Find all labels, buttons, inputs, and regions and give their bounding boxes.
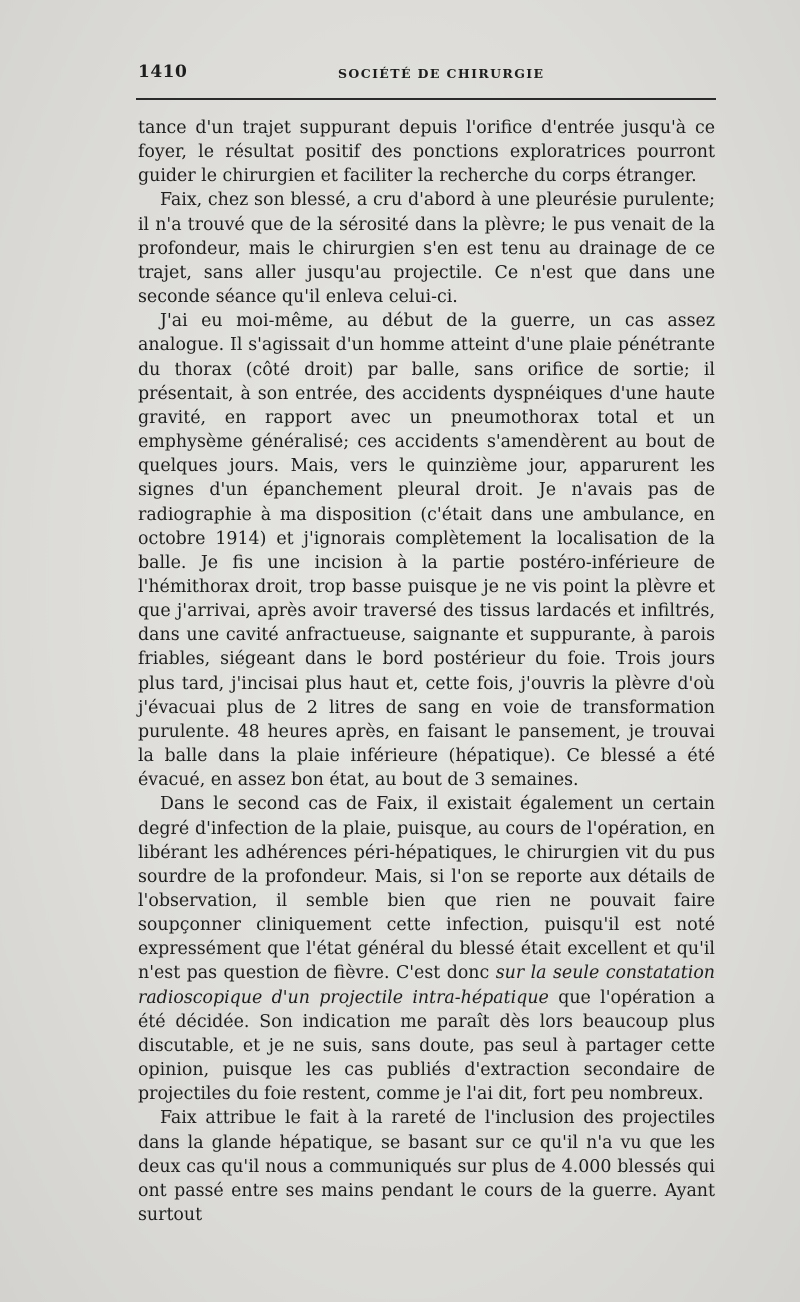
paragraph-4 xyxy=(138,792,715,1106)
page-header xyxy=(138,56,718,86)
paragraph-3: J'ai eu moi-même, au début de la guerre, un cas assez analogue. Il s'agissait d'un homme atteint d'une plaie pénétrante du thorax (côté droit) par balle, sans orifice de sortie; il présentait, à son entrée, des accidents dyspnéiques d'une haute gravité, en rapport avec un pneumothorax total et un emphysème généralisé; ces accidents s'amendèrent au bout de quelques jours. Mais, vers le quinzième jour, apparurent les signes d'un épanchement pleural droit. Je n'avais pas de radiographie à ma disposition (c'était dans une ambulance, en octobre 1914) et j'ignorais complètement la localisation de la balle. Je fis une incision à la partie postéro-inférieure de l'hémithorax droit, trop basse puisque je ne vis point la plèvre et que j'arrivai, après avoir traversé des tissus lardacés et infiltrés, dans une cavité anfractueuse, saignante et suppurante, à parois friables, siégeant dans le bord postérieur du foie. Trois jours plus tard, j'incisai plus haut et, cette fois, j'ouvris la plèvre d'où j'évacuai plus de 2 litres de sang en voie de transformation purulente. 48 heures après, en faisant le pansement, je trouvai la balle dans la plaie inférieure (hépatique). Ce blessé a été évacué, en assez bon état, au bout de 3 semaines. xyxy=(138,311,715,791)
paragraph-2: Faix, chez son blessé, a cru d'abord à une pleurésie purulente; il n'a trouvé que de la sérosité dans la plèvre; le pus venait de la profondeur, mais le chirurgien s'en est tenu au drainage de ce trajet, sans aller jusqu'au projectile. Ce n'est que dans une seconde séance qu'il enleva celui-ci. xyxy=(138,190,715,308)
page-number: 1410 xyxy=(138,62,188,82)
paragraph-5: Faix attribue le fait à la rareté de l'inclusion des projectiles dans la glande hépatique, se basant sur ce qu'il n'a vu que les deux cas qu'il nous a communiqués sur plus de 4.000 blessés qui ont passé entre ses mains pendant le cours de la guerre. Ayant surtout xyxy=(138,1108,715,1226)
paragraph-4-italic-phrase: sur la seule constatation radioscopique d'un projectile intra-hépatique xyxy=(138,963,715,1008)
paragraph-4-text-before: Dans le second cas de Faix, il existait également un certain degré d'infection de la plaie, puisque, au cours de l'opération, en libérant les adhérences péri-hépatiques, le chirurgien vit du pus sourdre de la profondeur. Mais, si l'on se reporte aux détails de l'observation, il semble bien que rien ne pouvait faire soupçonner cliniquement cette infection, puisqu'il est noté expressément que l'état général du blessé était excellent et qu'il n'est pas question de fièvre. C'est donc xyxy=(138,794,715,984)
body-text xyxy=(138,116,715,1227)
paragraph-4-text-after: que l'opération a été décidée. Son indication me paraît dès lors beaucoup plus discutable, et je ne suis, sans doute, pas seul à partager cette opinion, puisque les cas publiés d'extraction secondaire de projectiles du foie restent, comme je l'ai dit, fort peu nombreux. xyxy=(138,987,716,1105)
running-head: SOCIÉTÉ DE CHIRURGIE xyxy=(338,66,545,81)
paragraph-1: tance d'un trajet suppurant depuis l'orifice d'entrée jusqu'à ce foyer, le résultat positif des ponctions exploratrices pourront guider le chirurgien et faciliter la recherche du corps étranger. xyxy=(138,118,715,187)
header-divider xyxy=(136,98,716,100)
